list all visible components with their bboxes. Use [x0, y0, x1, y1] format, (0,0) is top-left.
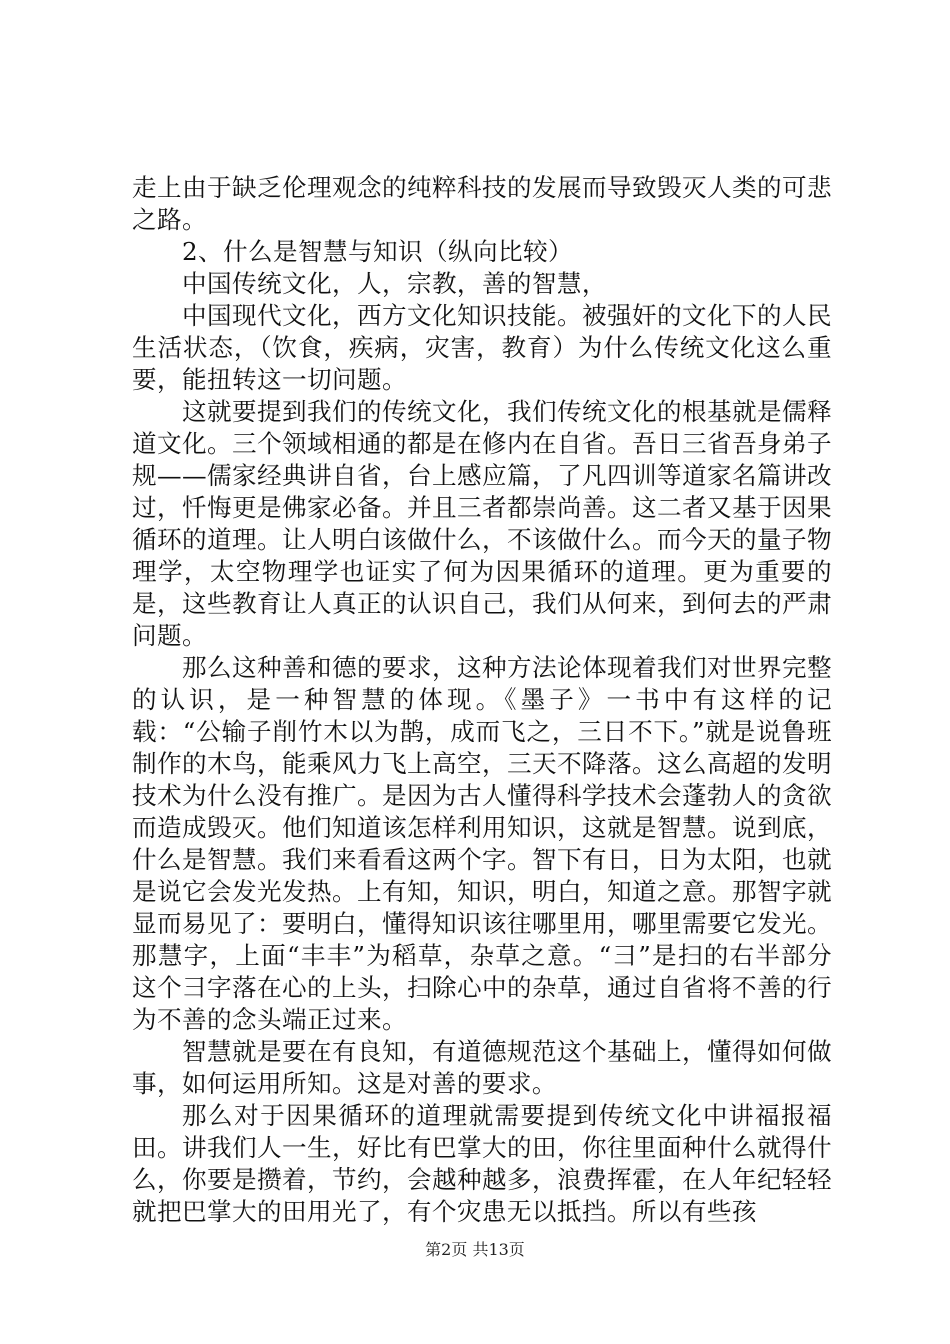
page-number: 第2页 共13页 — [425, 1240, 525, 1259]
paragraph: 那么对于因果循环的道理就需要提到传统文化中讲福报福田。讲我们人一生，好比有巴掌大的田，你往里面种什么就得什么，你要是攒着，节约，会越种越多，浪费挥霍，在人年纪轻轻就把巴掌大的田用光了，有个灾患无以抵挡。所以有些孩 — [132, 1101, 832, 1226]
paragraph: 那么这种善和德的要求，这种方法论体现着我们对世界完整的认识，是一种智慧的体现。《墨子》一书中有这样的记载：“公输子削竹木以为鹊，成而飞之，三日不下。”就是说鲁班制作的木鸟，能乘风力飞上高空，三天不降落。这么高超的发明技术为什么没有推广。是因为古人懂得科学技术会蓬勃人的贪欲而造成毁灭。他们知道该怎样利用知识，这就是智慧。说到底，什么是智慧。我们来看看这两个字。智下有日，日为太阳，也就是说它会发光发热。上有知，知识，明白，知道之意。那智字就显而易见了：要明白，懂得知识该往哪里用，哪里需要它发光。那慧字，上面“丰丰”为稻草，杂草之意。“彐”是扫的右半部分这个彐字落在心的上头，扫除心中的杂草，通过自省将不善的行为不善的念头端正过来。 — [132, 653, 832, 1034]
document-body — [132, 172, 832, 1228]
paragraph: 这就要提到我们的传统文化，我们传统文化的根基就是儒释道文化。三个领域相通的都是在修内在自省。吾日三省吾身弟子规——儒家经典讲自省，台上感应篇，了凡四训等道家名篇讲改过，忏悔更是佛家必备。并且三者都崇尚善。这二者又基于因果循环的道理。让人明白该做什么，不该做什么。而今天的量子物理学，太空物理学也证实了何为因果循环的道理。更为重要的是，这些教育让人真正的认识自己，我们从何来，到何去的严肃问题。 — [132, 397, 832, 650]
paragraph: 中国现代文化，西方文化知识技能。被强奸的文化下的人民生活状态，（饮食，疾病，灾害，教育）为什么传统文化这么重要，能扭转这一切问题。 — [132, 301, 832, 394]
page-footer — [0, 1239, 950, 1261]
section-heading: 2、什么是智慧与知识（纵向比较） — [182, 237, 573, 266]
paragraph: 智慧就是要在有良知，有道德规范这个基础上，懂得如何做事，如何运用所知。这是对善的要求。 — [132, 1037, 832, 1098]
paragraph: 中国传统文化，人，宗教，善的智慧， — [182, 269, 607, 298]
paragraph: 走上由于缺乏伦理观念的纯粹科技的发展而导致毁灭人类的可悲之路。 — [132, 173, 832, 234]
